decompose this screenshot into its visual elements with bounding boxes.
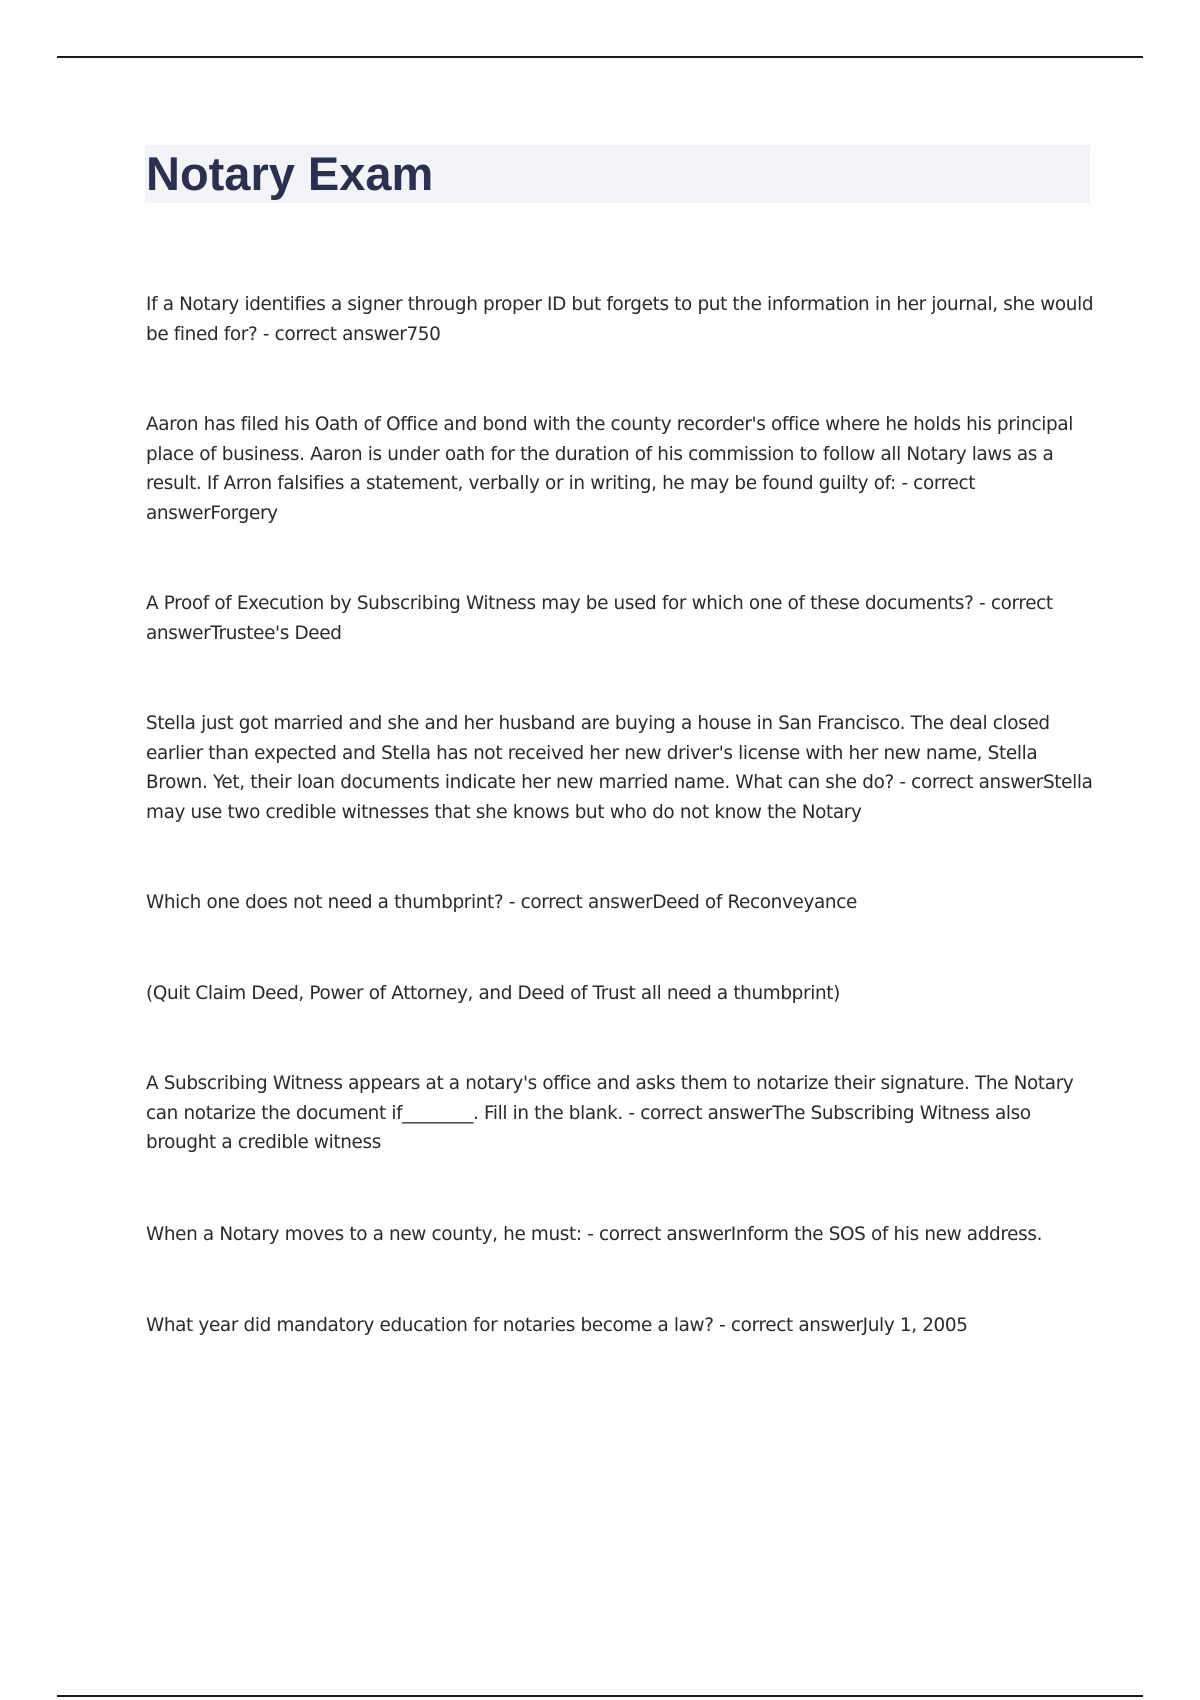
page-title: Notary Exam bbox=[146, 147, 434, 200]
question-item-7: A Subscribing Witness appears at a notary's office and asks them to notarize their signature. The Notary can notarize the document if________. Fill in the blank. - correct answerThe Subscribing Witness also brought a credible witness bbox=[146, 1073, 1074, 1153]
question-item-4: Stella just got married and she and her husband are buying a house in San Francisco. The deal closed earlier than expected and Stella has not received her new driver's license with her new name, Stella Brown. Yet, their loan documents indicate her new married name. What can she do? - correct answerStella may use two credible witnesses that she knows but who do not know the Notary bbox=[146, 713, 1093, 823]
question-item-3: A Proof of Execution by Subscribing Witness may be used for which one of these documents? - correct answerTrustee's Deed bbox=[146, 593, 1053, 644]
question-item-5: Which one does not need a thumbprint? - correct answerDeed of Reconveyance bbox=[146, 892, 857, 913]
question-item-6: (Quit Claim Deed, Power of Attorney, and Deed of Trust all need a thumbprint) bbox=[146, 983, 840, 1004]
question-item-8: When a Notary moves to a new county, he must: - correct answerInform the SOS of his new address. bbox=[146, 1224, 1043, 1245]
bottom-divider bbox=[57, 1695, 1143, 1697]
question-item-2: Aaron has filed his Oath of Office and bond with the county recorder's office where he holds his principal place of business. Aaron is under oath for the duration of his commission to follow all Notary laws as a result. If Arron falsifies a statement, verbally or in writing, he may be found guilty of: - correct answerForgery bbox=[146, 414, 1074, 524]
question-item-1: If a Notary identifies a signer through proper ID but forgets to put the information in her journal, she would be fined for? - correct answer750 bbox=[146, 294, 1094, 345]
question-item-9: What year did mandatory education for notaries become a law? - correct answerJuly 1, 2005 bbox=[146, 1315, 968, 1336]
top-divider bbox=[57, 56, 1143, 58]
